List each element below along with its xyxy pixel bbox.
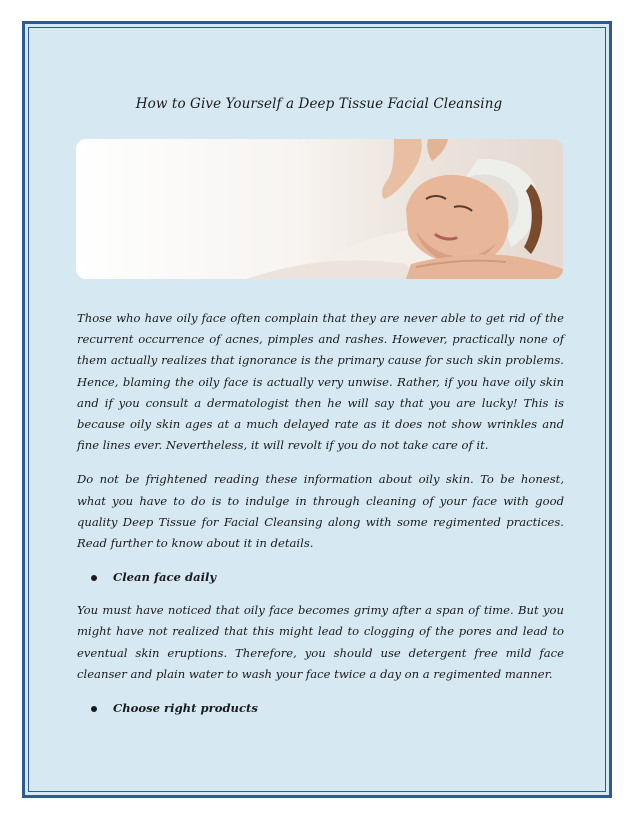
bullet-label: Clean face daily bbox=[113, 570, 217, 585]
document-body bbox=[77, 308, 564, 731]
paragraph-intro: Those who have oily face often complain that they are never able to get rid of the recurrent occurrence of acnes, pimples and rashes. However, practically none of them actually realizes that ignorance is the primary cause for such skin problems. Hence, blaming the oily face is actually very unwise. Rather, if you have oily skin and if you consult a dermatologist then he will say that you are lucky! This is because oily skin ages at a much delayed rate as it does not show wrinkles and fine lines ever. Nevertheless, it will revolt if you do not take care of it. bbox=[77, 311, 564, 453]
bullet-choose-right-products bbox=[91, 698, 564, 719]
paragraph-advice: Do not be frightened reading these information about oily skin. To be honest, what you have to do is to indulge in through cleaning of your face with good quality Deep Tissue for Facial Cleansing along with some regimented practices. Read further to know about it in details. bbox=[77, 472, 564, 551]
bullet-clean-face-daily bbox=[91, 567, 564, 588]
bullet-dot-icon bbox=[91, 706, 97, 712]
paragraph-clean-face: You must have noticed that oily face becomes grimy after a span of time. But you might have not realized that this might lead to clogging of the pores and lead to eventual skin eruptions. Therefore, you should use detergent free mild face cleanser and plain water to wash your face twice a day on a regimented manner. bbox=[77, 603, 564, 681]
photo-illustration bbox=[76, 139, 563, 279]
document-title: How to Give Yourself a Deep Tissue Facial Cleansing bbox=[135, 96, 503, 112]
bullet-dot-icon bbox=[91, 575, 97, 581]
facial-massage-photo bbox=[76, 139, 563, 279]
bullet-label: Choose right products bbox=[113, 701, 258, 716]
